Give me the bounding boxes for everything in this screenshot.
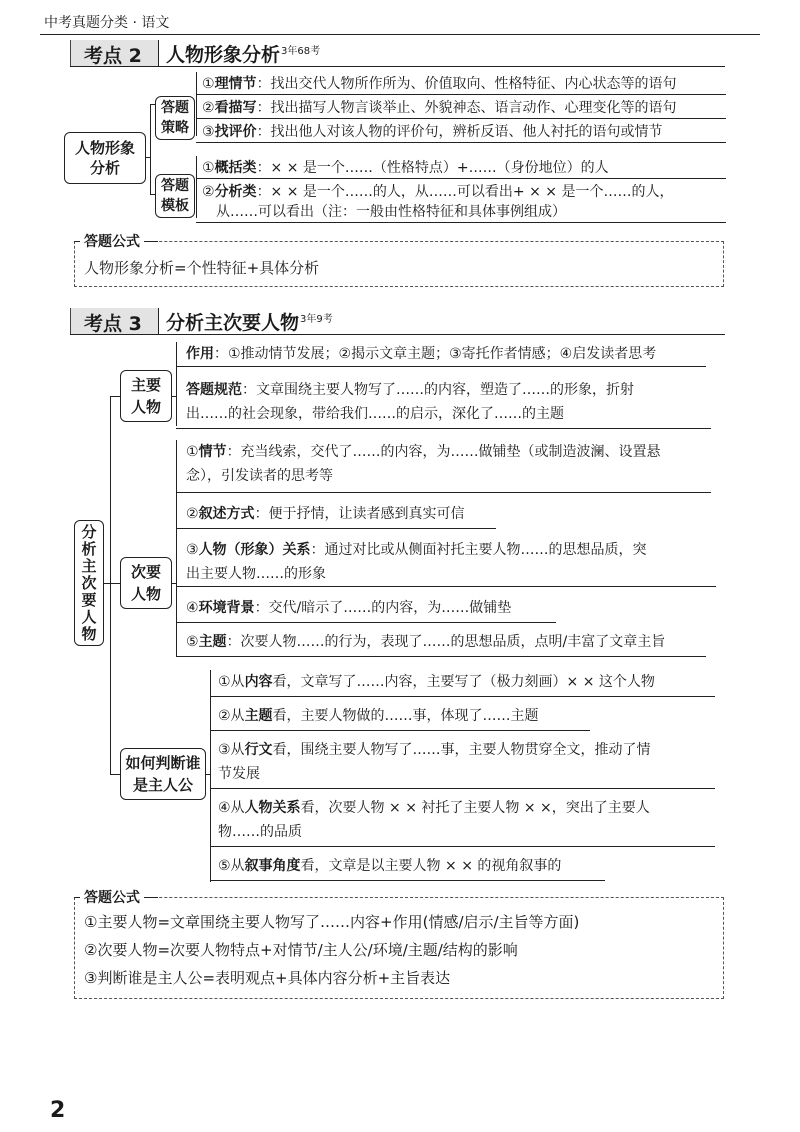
header-rule bbox=[40, 34, 760, 35]
kp3-judge-box: 如何判断谁 是主人公 bbox=[120, 748, 206, 800]
kp3-formula-line: ①主要人物=文章围绕主要人物写了……内容+作用(情感/启示/主旨等方面) bbox=[84, 913, 580, 931]
kp3-secondary-rule bbox=[176, 656, 706, 657]
kp2-label: 考点 2 bbox=[84, 45, 142, 67]
kp3-label-divider bbox=[158, 308, 159, 334]
kp3-secondary-rule bbox=[176, 528, 496, 529]
kp3-branch-stub bbox=[110, 774, 120, 775]
kp3-title: 分析主次要人物$^{3年9考}$ bbox=[166, 312, 333, 334]
kp2-strategy-item: ①理情节：找出交代人物所作所为、价值取向、性格特征、内心状态等的语句 bbox=[202, 76, 677, 92]
kp2-frequency: 3年68考 bbox=[281, 45, 321, 57]
kp3-root-box: 分析主次要人物 bbox=[74, 520, 104, 646]
kp3-judge-item: ①从内容看，文章写了……内容，主要写了（极力刻画）× × 这个人物 bbox=[218, 674, 655, 690]
kp3-main-item-cont: 出……的社会现象，带给我们……的启示，深化了……的主题 bbox=[186, 406, 564, 422]
kp2-template-rule bbox=[196, 178, 726, 179]
kp3-judge-rule bbox=[210, 730, 590, 731]
kp3-judge-item: ⑤从叙事角度看，文章是以主要人物 × × 的视角叙事的 bbox=[218, 858, 562, 874]
kp3-secondary-item: ②叙述方式：便于抒情，让读者感到真实可信 bbox=[186, 506, 465, 522]
kp3-main-box: 主要 人物 bbox=[120, 370, 172, 422]
kp2-strategy-rule bbox=[196, 94, 726, 95]
kp2-strategy-box: 答题 策略 bbox=[155, 96, 195, 140]
kp2-template-bracket bbox=[196, 156, 197, 218]
kp2-template-item-cont: 从……可以看出（注：一般由性格特征和具体事例组成） bbox=[216, 204, 566, 220]
kp3-secondary-rule bbox=[176, 622, 556, 623]
kp3-secondary-item: ④环境背景：交代/暗示了……的内容，为……做铺垫 bbox=[186, 600, 512, 616]
kp3-secondary-rule bbox=[176, 586, 716, 587]
kp3-main-stub bbox=[172, 396, 176, 397]
kp3-secondary-rule bbox=[176, 492, 711, 493]
page-number: 2 bbox=[50, 1098, 66, 1123]
kp3-main-item: 答题规范：文章围绕主要人物写了……的内容，塑造了……的形象，折射 bbox=[186, 382, 634, 398]
kp2-template-rule bbox=[196, 222, 726, 223]
kp2-title-rule bbox=[70, 66, 725, 67]
kp3-main-rule bbox=[176, 366, 706, 367]
kp3-label: 考点 3 bbox=[84, 313, 142, 335]
kp2-label-divider bbox=[158, 40, 159, 66]
kp3-judge-rule bbox=[210, 880, 605, 881]
kp3-judge-bracket bbox=[210, 670, 211, 882]
kp3-formula-line: ③判断谁是主人公=表明观点+具体内容分析+主旨表达 bbox=[84, 969, 451, 987]
kp2-root-connector bbox=[150, 104, 151, 194]
kp3-secondary-item: ①情节：充当线索，交代了……的内容，为……做铺垫（或制造波澜、设置悬 bbox=[186, 444, 661, 460]
kp3-secondary-bracket bbox=[176, 440, 177, 656]
kp3-main-bracket bbox=[176, 342, 177, 426]
kp3-judge-item: ③从行文看，围绕主要人物写了……事，主要人物贯穿全文，推动了情 bbox=[218, 742, 651, 758]
kp2-title: 人物形象分析$^{3年68考}$ bbox=[166, 44, 321, 66]
kp2-strategy-rule bbox=[196, 118, 726, 119]
kp3-judge-stub bbox=[206, 774, 210, 775]
kp3-secondary-item: ⑤主题：次要人物……的行为，表现了……的思想品质，点明/丰富了文章主旨 bbox=[186, 634, 666, 650]
kp2-strategy-item: ③找评价：找出他人对该人物的评价句，辨析反语、他人衬托的语句或情节 bbox=[202, 124, 663, 140]
kp3-frequency: 3年9考 bbox=[300, 313, 333, 325]
kp3-formula-line: ②次要人物=次要人物特点+对情节/主人公/环境/主题/结构的影响 bbox=[84, 941, 518, 959]
kp3-judge-rule bbox=[210, 696, 715, 697]
kp2-formula-title: 答题公式 bbox=[80, 231, 144, 251]
kp3-title-rule bbox=[70, 334, 725, 335]
kp3-judge-rule bbox=[210, 846, 715, 847]
kp3-judge-item-cont: 节发展 bbox=[218, 766, 260, 782]
kp3-secondary-item-cont: 念），引发读者的思考等 bbox=[186, 468, 333, 484]
kp2-strategy-rule bbox=[196, 142, 726, 143]
kp2-template-item: ①概括类：× × 是一个……（性格特点）+……（身份地位）的人 bbox=[202, 160, 609, 176]
kp2-formula-line: 人物形象分析=个性特征+具体分析 bbox=[84, 259, 320, 277]
kp3-secondary-item-cont: 出主要人物……的形象 bbox=[186, 566, 326, 582]
kp3-judge-rule bbox=[210, 788, 715, 789]
kp3-main-rule bbox=[176, 428, 711, 429]
kp2-template-item: ②分析类：× × 是一个……的人，从……可以看出+ × × 是一个……的人， bbox=[202, 184, 674, 200]
kp3-secondary-item: ③人物（形象）关系：通过对比或从侧面衬托主要人物……的思想品质，突 bbox=[186, 542, 647, 558]
kp2-strategy-item: ②看描写：找出描写人物言谈举止、外貌神态、语言动作、心理变化等的语句 bbox=[202, 100, 677, 116]
kp3-judge-item-cont: 物……的品质 bbox=[218, 824, 302, 840]
kp3-judge-item: ④从人物关系看，次要人物 × × 衬托了主要人物 × ×，突出了主要人 bbox=[218, 800, 650, 816]
kp3-branch-stub bbox=[110, 396, 120, 397]
kp2-template-box: 答题 模板 bbox=[155, 174, 195, 218]
kp2-root-stub bbox=[146, 157, 150, 158]
kp3-secondary-stub bbox=[172, 583, 176, 584]
running-header: 中考真题分类 · 语文 bbox=[44, 15, 170, 31]
kp2-root-box: 人物形象 分析 bbox=[64, 132, 146, 184]
kp3-judge-item: ②从主题看，主要人物做的……事，体现了……主题 bbox=[218, 708, 539, 724]
kp3-branch-stub bbox=[110, 583, 120, 584]
kp3-main-item: 作用：①推动情节发展；②揭示文章主题；③寄托作者情感；④启发读者思考 bbox=[186, 346, 657, 362]
kp3-trunk bbox=[110, 396, 111, 774]
kp3-formula-title: 答题公式 bbox=[80, 887, 144, 907]
kp2-strategy-bracket bbox=[196, 72, 197, 136]
kp3-secondary-box: 次要 人物 bbox=[120, 557, 172, 609]
